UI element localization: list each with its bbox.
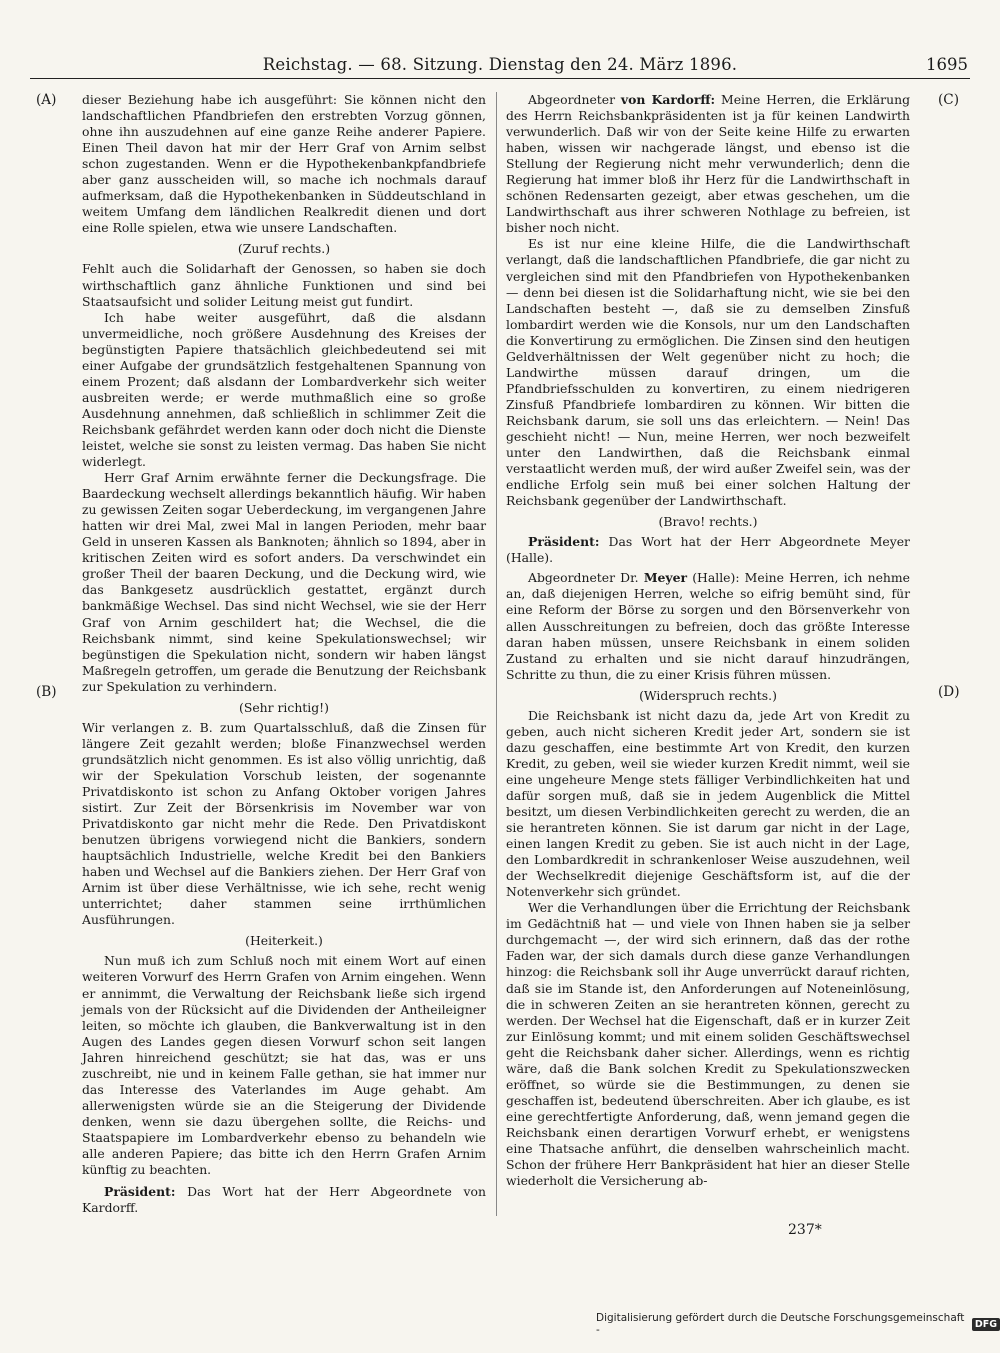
speaker-name: Meyer <box>643 570 688 586</box>
right-column <box>506 92 910 1189</box>
paragraph: Wir verlangen z. B. zum Quartalsschluß, daß die Zinsen für längere Zeit gezahlt werden; bloße Finanzwechsel werden grundsätzlich nicht genommen. Es ist also völlig unrichtig, daß wir der Spekulation Vorschub leisten, der sogenannte Privatdiskonto ist schon zu Anfang Oktober vorigen Jahres sistirt. Zur Zeit der Börsenkrisis im November war von Privatdiskonto gar nicht mehr die Rede. Den Privatdiskont benutzen übrigens vorwiegend nicht die Bankiers, sondern hauptsächlich Industrielle, welche Kredit bei den Bankiers haben und Wechsel auf die Bankiers ziehen. Der Herr Graf von Arnim ist über diese Verhältnisse, wie ich sehe, recht wenig unterrichtet; daher stammen seine irrthümlichen Ausführungen. <box>82 719 486 928</box>
interjection: (Zuruf rechts.) <box>237 241 331 257</box>
paragraph: Nun muß ich zum Schluß noch mit einem Wort auf einen weiteren Vorwurf des Herrn Grafen von Arnim eingehen. Wenn er annimmt, die Verwaltung der Reichsbank ließe sich irgend jemals von der Rücksicht auf die Dividenden der Antheileigner leiten, so möchte ich glauben, die Bankverwaltung ist in den Augen des Landes gegen diesen Vorwurf schon seit langen Jahren hinreichend geschützt; sie hat das, was er uns zuschreibt, nie und in keinem Falle gethan, sie hat immer nur das Interesse des Vaterlandes im Auge gehabt. Am allerwenigsten würde sie an die Steigerung der Dividende denken, wenn sie dazu übergehen sollte, die Reichs- und Staatspapiere im Lombardverkehr ebenso zu behandeln wie alle anderen Papiere; das bitte ich den Herrn Grafen Arnim künftig zu beachten. <box>82 953 486 1178</box>
speaker-lead: Abgeordneter <box>528 92 616 107</box>
interjection: (Widerspruch rechts.) <box>639 687 777 703</box>
margin-marker-d: (D) <box>938 684 960 700</box>
margin-marker-a: (A) <box>36 92 57 108</box>
speaker-name: Präsident: <box>528 534 600 550</box>
paragraph: Ich habe weiter ausgeführt, daß die alsdann unvermeidliche, noch größere Ausdehnung des Kreises der begünstigten Papiere thatsächlich gleichbedeutend sei mit einer Aufgabe der grundsätzlich festgehaltenen Spannung von einem Prozent; daß alsdann der Lombardverkehr sich weiter ausbreiten werde; er werde muthmaßlich eine so große Ausdehnung annehmen, daß schließlich in schlimmer Zeit die Reichsbank gefährdet werden kann oder doch nicht die Dienste leistet, welche sie sonst zu leisten vermag. Das haben Sie nicht widerlegt. <box>82 309 486 470</box>
paragraph-text: (Halle): Meine Herren, ich nehme an, daß diejenigen Herren, welche so eifrig bemüht sind, für eine Reform der Börse zu sorgen und den Börsenverkehr von allen Ausschreitungen zu befreien, doch das größte Interesse daran haben müssen, unsere Reichsbank in einem soliden Zustand zu erhalten und sie nicht darauf hinzudrängen, Schritte zu thun, die zu einer Krisis führen müssen. <box>506 570 910 682</box>
paragraph: Fehlt auch die Solidarhaft der Genossen, so haben sie doch wirthschaftlich ganz ähnliche Funktionen und sind bei Staatsaufsicht und solider Leitung meist gut fundirt. <box>82 261 486 309</box>
speaker-paragraph <box>506 534 910 566</box>
speaker-paragraph <box>506 92 910 236</box>
footer <box>596 1312 1000 1336</box>
speaker-name: von Kardorff: <box>620 92 716 107</box>
footer-text: Digitalisierung gefördert durch die Deutsche Forschungsgemeinschaft - <box>596 1312 965 1336</box>
running-title: Reichstag. — 68. Sitzung. Dienstag den 24. März 1896. <box>262 55 738 74</box>
paragraph-text: Das Wort hat der Herr Abgeordnete Meyer (Halle). <box>506 534 910 566</box>
paragraph: Wer die Verhandlungen über die Errichtung der Reichsbank im Gedächtniß hat — und viele von Ihnen haben sie ja selber durchgemacht —, der wird sich erinnern, daß das der rothe Faden war, der sich damals durch diese ganze Verhandlungen hinzog: die Reichsbank soll ihr Auge unverrückt darauf richten, daß sie im Stande ist, den Anforderungen auf Noteneinlösung, die in schweren Zeiten an sie herantreten können, gerecht zu werden. Der Wechsel hat die Eigenschaft, daß er in kurzer Zeit zur Einlösung kommt; und mit einem soliden Geschäftswechsel geht die Reichsbank daher sicher. Allerdings, wenn es richtig wäre, daß die Bank solchen Kredit zu Spekulationszwecken eröffnet, so würde sie die Bestimmungen, zu denen sie geschaffen ist, bedeutend überschreiten. Aber ich glaube, es ist eine gerechtfertigte Anforderung, daß, wenn jemand gegen die Reichsbank einen derartigen Vorwurf erhebt, er wenigstens eine Thatsache anführt, die denselben wahrscheinlich macht. Schon der frühere Herr Bankpräsident hat hier an dieser Stelle wiederholt die Versicherung ab- <box>506 900 910 1189</box>
interjection: (Bravo! rechts.) <box>658 514 758 530</box>
paragraph: Die Reichsbank ist nicht dazu da, jede Art von Kredit zu geben, auch nicht sicheren Kredit jeder Art, sondern sie ist dazu geschaffen, eine bestimmte Art von Kredit, den kurzen Kredit, zu geben, weil sie wieder kurzen Kredit nimmt, weil sie eine ungeheure Menge stets fälliger Verbindlichkeiten hat und dafür sorgen muß, daß sie in jedem Augenblick die Mittel besitzt, um diesen Verbindlichkeiten gerecht zu werden, die an sie herantreten können. Sie ist darum gar nicht in der Lage, einen langen Kredit zu geben. Sie ist auch nicht in der Lage, den Lombardkredit in schrankenloser Weise auszudehnen, weil der Wechselkredit diejenige Geschäftsform ist, auf die der Notenverkehr sich gründet. <box>506 707 910 900</box>
interjection: (Heiterkeit.) <box>245 933 323 949</box>
speaker-name: Präsident: <box>104 1184 176 1200</box>
left-column <box>82 92 486 1216</box>
margin-marker-c: (C) <box>938 92 960 108</box>
paragraph: dieser Beziehung habe ich ausgeführt: Sie können nicht den landschaftlichen Pfandbriefen den erstrebten Vorzug gönnen, ohne ihn auszudehnen auf eine ganze Reihe anderer Papiere. Einen Theil davon hat mir der Herr Graf von Arnim selbst schon zugestanden. Wenn er die Hypothekenbankpfandbriefe aber ganz ausscheiden will, so mache ich nochmals darauf aufmerksam, daß die Hypothekenbanken in Süddeutschland in weitem Umfang dem ländlichen Realkredit dienen und dort eine Rolle spielen, etwa wie unsere Landschaften. <box>82 92 486 236</box>
paragraph: Es ist nur eine kleine Hilfe, die die Landwirthschaft verlangt, daß die landschaftlichen Pfandbriefe, die gar nicht zu vergleichen sind mit den Pfandbriefen von Hypothekenbanken — denn bei diesen ist die Solidarhaftung nicht, wie sie bei den Landschaften besteht —, daß sie zu demselben Zinsfuß lombardirt werden wie die Konsols, nur um den Landschaften die Konvertirung zu ermöglichen. Die Zinsen sind den heutigen Geldverhältnissen der Welt gegenüber nicht zu hoch; die Landwirthe müssen darauf dringen, um die Pfandbriefsschulden zu konvertiren, zu einem niedrigeren Zinsfuß Pfandbriefe lombardiren zu können. Wir bitten die Reichsbank darum, sie soll uns das erleichtern. — Nein! Das geschieht nicht! — Nun, meine Herren, wer noch bezweifelt unter den Landwirthen, daß die Reichsbank einmal verstaatlicht werden muß, der wird außer Zweifel sein, was der endliche Erfolg sein muß bei einer solchen Haltung der Reichsbank gegenüber der Landwirthschaft. <box>506 236 910 509</box>
speaker-paragraph <box>82 1184 486 1216</box>
interjection: (Sehr richtig!) <box>239 699 329 715</box>
column-divider <box>496 92 497 1216</box>
paragraph: Herr Graf Arnim erwähnte ferner die Deckungsfrage. Die Baardeckung wechselt allerdings bekanntlich häufig. Wir haben zu gewissen Zeiten sogar Ueberdeckung, im vergangenen Jahre hatten wir drei Mal, zwei Mal in langen Perioden, mehr baar Geld in unseren Kassen als Banknoten; ähnlich so 1894, aber in kritischen Zeiten wird es sofort anders. Da verschwindet ein großer Theil der baaren Deckung, und die Deckung wird, wie das Bankgesetz ausdrücklich gestattet, ergänzt durch bankmäßige Wechsel. Das sind nicht Wechsel, wie sie der Herr Graf von Arnim geschildert hat; die Wechsel, die die Reichsbank nimmt, sind keine Spekulationswechsel; wir begünstigen die Spekulation nicht, sondern wir haben längst Maßregeln getroffen, um gerade die Benutzung der Reichsbank zur Spekulation zu verhindern. <box>82 470 486 694</box>
speaker-paragraph <box>506 570 910 682</box>
dfg-logo-icon: DFG <box>972 1318 1000 1331</box>
speaker-lead: Abgeordneter Dr. <box>528 570 639 586</box>
signature-mark: 237* <box>788 1222 822 1238</box>
running-header <box>30 52 970 79</box>
paragraph-text: Meine Herren, die Erklärung des Herrn Reichsbankpräsidenten ist ja für keinen Landwirth verwunderlich. Daß wir von der Seite keine Hilfe zu erwarten haben, wissen wir nachgerade längst, und ebenso ist die Stellung der Regierung nicht mehr verwunderlich; denn die Regierung hat immer bloß ihr Herz für die Landwirthschaft in schönen Redensarten gezeigt, aber etwas geschehen, um die Landwirthschaft aus ihrer schweren Nothlage zu befreien, ist bisher noch nicht. <box>506 92 910 236</box>
margin-marker-b: (B) <box>36 684 57 700</box>
paragraph-text: Das Wort hat der Herr Abgeordnete von Kardorff. <box>82 1184 486 1216</box>
page-number: 1695 <box>926 55 968 74</box>
